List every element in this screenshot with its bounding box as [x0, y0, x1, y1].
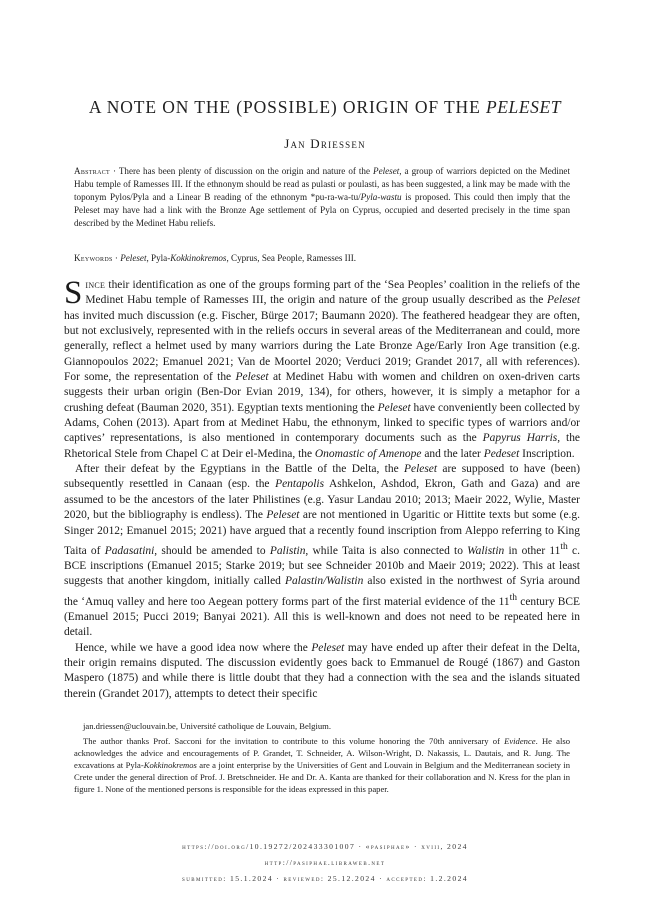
text-run: may have ended up after their defeat in the Delta, their origin remains disputed. The discussion evidently goes back to Emmanuel de Rougé (1867) and Gaston Maspero (1875) and while there is little doubt that they had a connection with the sea and the islands situated therein (Grandet 2017), attempts to detect their specific — [64, 641, 580, 700]
text-run: . He also acknowledges the advice and encouragements of P. Grandet, T. Schneider, A. Wilson-Wright, D. Nakassis, L. Dautais, and R. Jung. The excavations at Pyla- — [74, 736, 570, 771]
author-name: Jan Driessen — [284, 136, 366, 151]
journal-url[interactable]: http://pasiphae.libraweb.net — [264, 858, 386, 867]
text-run: Ashkelon, Ashdod, Ekron, Gath and Gaza) and are assumed to be the ancestors of the later Philistines (e.g. Yasur Landau 2010; 2013; Maeir 2022, Wylie, Master 2020, but the bibliography is endless). The — [64, 478, 581, 522]
abstract-text: is proposed. This could then imply that the Peleset may have had a link with the Bronze Age settlement of Pyla on Cyprus, occupied and deserted precisely in the time span described by the Medinet Habu reliefs. — [74, 191, 570, 228]
superscript: th — [560, 540, 568, 552]
author-affiliation: jan.driessen@uclouvain.be, Université catholique de Louvain, Belgium. — [83, 721, 331, 731]
abstract — [74, 165, 570, 230]
italic-run: Peleset — [546, 294, 580, 307]
italic-run: Walistin — [467, 544, 505, 557]
text-run: c. BCE inscriptions (Emanuel 2015; Starke 2019; but see Schneider 2010b and Maeir 2019; 2022). This at least suggests that another kingdom, initially called — [64, 544, 580, 588]
italic-run: Pedeset — [483, 447, 520, 460]
italic-run: Peleset — [235, 371, 269, 384]
keywords-separator: · — [112, 253, 121, 263]
italic-run: Padasatini — [104, 544, 155, 557]
paragraph-1 — [64, 275, 580, 462]
text-run: , while Taita is also connected to — [305, 544, 468, 557]
text-run: also existed in the northwest of Syria around the ‘Amuq valley and here too Aegean pottery forms part of the first material evidence of the 11 — [64, 575, 581, 608]
italic-run: Evidence — [504, 736, 536, 747]
keyword-italic: Peleset — [120, 253, 147, 263]
text-run: are not mentioned in Ugaritic or Hittite texts but some (e.g. Singer 2012; Emanuel 2015; 2021) have argued that a recently found inscription from Aleppo referring to King Taita of — [64, 509, 580, 557]
paragraph-2 — [64, 462, 580, 640]
text-run: Inscription. — [519, 447, 575, 460]
text-run: has invited much discussion (e.g. Fischer, Bürge 2017; Baumann 2020). The feathered headgear they are often, but not exclusively, represented with in the reliefs occurs in several areas of the Mediterranean and could, more generally, reflect a helmet used by many warriors during the Late Bronze Age/Early Iron Age transition (e.g. Giannopoulos 2022; Emanuel 2021; Van de Moortel 2020; Verduci 2019; Grandet 2017, all with references). For some, the representation of the — [64, 309, 580, 384]
text-run: are a joint enterprise by the Universities of Gent and Louvain in Belgium and the Mediterranean society in Crete under the general direction of Prof. J. Bretschneider. He and Dr. A. Kanta are thanked for their collaboration and N. Kress for the plan in figure 1. None of the mentioned persons is responsible for the ideas expressed in this paper. — [74, 760, 570, 795]
text-run: their identification as one of the groups forming part of the ‘Sea Peoples’ coalition in the reliefs of the Medinet Habu temple of Ramesses III, the origin and nature of the group usually described as the — [85, 279, 580, 307]
paper-title — [40, 97, 610, 118]
text-run: , should be amended to — [154, 544, 270, 557]
text-run: The author thanks Prof. Sacconi for the invitation to contribute to this volume honoring the 70th anniversary of — [83, 736, 505, 747]
text-run: century BCE (Emanuel 2015; Pucci 2019; Banyai 2021). All this is well-known and does not need to be repeated here in detail. — [64, 595, 580, 639]
italic-run: Kokkinokremos — [143, 760, 197, 771]
text-run: have conveniently been collected by Adams, Cohen (2013). Apart from at Medinet Habu, the ethnonym, linked to specific types of warriors and/or captives’ representations, is also mentioned in contemporary documents such as the — [64, 401, 580, 445]
text-run: in other 11 — [504, 544, 561, 557]
opening-smallcaps: ince — [85, 279, 106, 291]
drop-cap: S — [64, 275, 83, 311]
footnotes — [74, 720, 570, 799]
keyword-italic: Kokkinokremos — [170, 253, 227, 263]
italic-run: Peleset — [404, 463, 438, 476]
keywords-label: Keywords — [74, 253, 113, 263]
submission-dates: submitted: 15.1.2024 · reviewed: 25.12.2024 · accepted: 1.2.2024 — [182, 874, 468, 883]
paragraph-3 — [64, 641, 580, 702]
keyword-text: , Pyla- — [146, 253, 171, 263]
title-text: A NOTE ON THE (POSSIBLE) ORIGIN OF THE — [88, 97, 486, 117]
italic-run: Onomastic of Amenope — [314, 447, 422, 460]
text-run: and the later — [421, 447, 484, 460]
abstract-separator: · — [109, 166, 119, 176]
abstract-italic: Pyla-wastu — [360, 191, 402, 202]
abstract-text: There has been plenty of discussion on the origin and nature of the — [118, 166, 374, 176]
italic-run: Palastin/Walistin — [284, 575, 364, 588]
acknowledgements — [74, 735, 570, 795]
text-run: , the Rhetorical Stele from Chapel C at Deir el-Medina, the — [64, 432, 580, 460]
abstract-text: , a group of warriors depicted on the Medinet Habu temple of Ramesses III. If the ethnonym should be read as pulasti or poulasti, as has been suggested, a link may be made with the toponym Pylos/Pyla and a Linear B reading of the ethnonym *pu-ra-wa-tu/ — [74, 166, 570, 202]
italic-run: Peleset — [377, 401, 411, 414]
text-run: are supposed to have (been) subsequently resettled in Canaan (esp. the — [64, 463, 581, 491]
italic-run: Palistin — [269, 544, 306, 557]
italic-run: Peleset — [311, 641, 345, 654]
text-run: Hence, while we have a good idea now where the — [75, 641, 312, 654]
title-italic: PELESET — [485, 97, 562, 117]
text-run: After their defeat by the Egyptians in the Battle of the Delta, the — [75, 463, 404, 476]
keyword-text: , Cyprus, Sea People, Ramesses III. — [226, 253, 357, 263]
italic-run: Peleset — [266, 509, 300, 522]
abstract-label: Abstract — [74, 166, 110, 176]
superscript: th — [509, 591, 518, 603]
keywords — [74, 252, 570, 265]
abstract-italic: Peleset — [373, 166, 400, 176]
body-text — [64, 275, 581, 702]
italic-run: Pentapolis — [275, 478, 325, 491]
italic-run: Papyrus Harris — [482, 432, 558, 445]
text-run: at Medinet Habu with women and children on oxen-driven carts suggests their urban origin (Ben-Dor Evian 2019, 134), for others, however, it is simply a metaphor for a crushing defeat (Bauman 2020, 351). Egyptian texts mentioning the — [64, 371, 580, 414]
doi-line[interactable]: https://doi.org/10.19272/202433301007 · «pasiphae» · xviii, 2024 — [182, 842, 468, 851]
